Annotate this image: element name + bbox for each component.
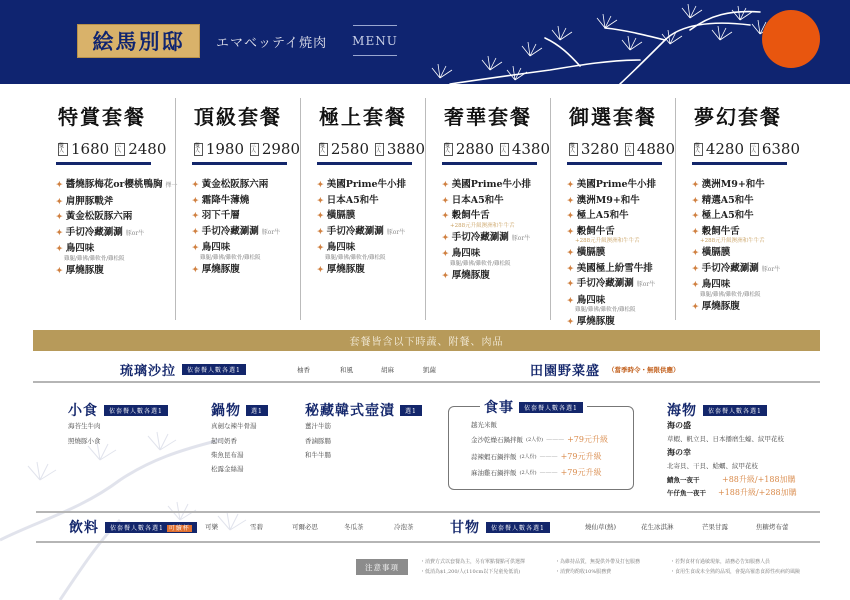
set-item bbox=[692, 245, 800, 261]
set-item-name: 美國Prime牛小排 bbox=[576, 179, 657, 190]
salad-badge: 依套餐人數各選1 bbox=[182, 364, 246, 375]
set-items bbox=[690, 177, 800, 314]
salad-option: 柚香 bbox=[297, 366, 310, 374]
two-person-price: 2880 bbox=[455, 140, 494, 158]
salad-option: 凱薩 bbox=[423, 366, 436, 374]
seafood-extra-price: +88升級/+188加購 bbox=[722, 475, 796, 484]
bullet-icon: ✦ bbox=[192, 242, 199, 252]
salad-header bbox=[120, 360, 246, 379]
dash-line: ——— bbox=[539, 469, 558, 476]
set-item bbox=[317, 262, 425, 278]
bullet-icon: ✦ bbox=[567, 262, 574, 273]
set-title: 奢華套餐 bbox=[444, 104, 532, 129]
restaurant-subtitle: エマベッテイ焼肉 bbox=[216, 36, 328, 51]
pickled-item: 薑汁牛筋 bbox=[305, 422, 331, 430]
bullet-icon: ✦ bbox=[317, 194, 324, 205]
set-item-name: 厚燒豚腹 bbox=[65, 264, 104, 276]
set-item-name: 穀飼牛舌 bbox=[576, 225, 615, 237]
three-person-price: 6380 bbox=[761, 140, 800, 158]
bullet-icon: ✦ bbox=[442, 179, 449, 189]
set-item-note: 豚or牛 bbox=[511, 234, 531, 242]
set-item bbox=[56, 209, 175, 225]
set-item bbox=[567, 314, 675, 330]
bullet-icon: ✦ bbox=[442, 231, 449, 242]
bullet-icon: ✦ bbox=[692, 179, 699, 189]
set-item-name: 穀飼牛舌 bbox=[451, 210, 490, 221]
set-item-name: 美國Prime牛小排 bbox=[326, 179, 407, 190]
set-item bbox=[192, 224, 300, 241]
set-item-note: 豚or牛 bbox=[386, 228, 406, 236]
set-menu-column bbox=[675, 98, 800, 320]
snack-item: 照燒豚小食 bbox=[68, 437, 101, 445]
two-person-tag: 雙人 bbox=[569, 143, 578, 156]
desserts-header bbox=[450, 517, 550, 537]
set-item-name: 霜降牛薄燒 bbox=[201, 194, 250, 206]
set-items bbox=[565, 177, 675, 330]
seafood-sub2-title: 海の幸 bbox=[667, 447, 691, 457]
two-person-tag: 雙人 bbox=[319, 143, 328, 156]
bullet-icon: ✦ bbox=[567, 210, 574, 220]
seafood-extra-price: +188升級/+288加購 bbox=[718, 488, 797, 497]
set-item bbox=[692, 261, 800, 278]
dessert-item: 花生冰淇淋 bbox=[641, 523, 674, 531]
pickled-item: 和牛牛腸 bbox=[305, 451, 331, 459]
two-person-price: 1680 bbox=[71, 140, 110, 158]
set-items bbox=[190, 177, 300, 277]
set-menu-column bbox=[175, 98, 300, 320]
notice-col-2 bbox=[555, 557, 640, 577]
bullet-icon: ✦ bbox=[567, 194, 574, 205]
set-item bbox=[442, 230, 550, 247]
set-item bbox=[692, 177, 800, 193]
salad-title: 琉璃沙拉 bbox=[120, 364, 177, 379]
meal-item-size: (2人份) bbox=[519, 454, 537, 460]
meal-item-size: (2人份) bbox=[526, 437, 544, 443]
set-item-name: 厚燒豚腹 bbox=[576, 316, 615, 327]
drink-item: 冬瓜茶 bbox=[344, 523, 364, 531]
set-item bbox=[317, 208, 425, 224]
set-prices bbox=[440, 140, 550, 158]
bullet-icon: ✦ bbox=[692, 247, 699, 257]
set-item bbox=[567, 193, 675, 209]
drink-item: 雪碧 bbox=[250, 523, 263, 531]
pot-title: 鍋物 bbox=[211, 403, 241, 419]
drink-item: 冷泡茶 bbox=[394, 523, 414, 531]
set-item-name: 鳥四味 bbox=[326, 242, 356, 253]
seafood-extra-name: 鯖魚一夜干 bbox=[667, 476, 700, 484]
three-person-tag: 三人 bbox=[375, 143, 384, 156]
set-item-upgrade: +288元升級澳洲和牛牛舌 bbox=[450, 222, 515, 229]
notice-line: ・消費均酌收10%服務費 bbox=[555, 569, 612, 575]
notice-line: ・消費方式以套餐為主，另有單點餐點可供選擇 bbox=[420, 559, 526, 565]
three-person-tag: 三人 bbox=[500, 143, 509, 156]
set-item-name: 極上A5和牛 bbox=[701, 210, 754, 221]
notice-col-3 bbox=[670, 557, 800, 577]
set-title: 頂級套餐 bbox=[194, 104, 282, 129]
meal-item-name: 麻油雞石鍋拌飯 bbox=[471, 469, 517, 477]
three-person-price: 4380 bbox=[511, 140, 550, 158]
set-item-sub: 雞腿/雞佛/雞軟骨/雞松阪 bbox=[325, 254, 386, 261]
menu-label: MENU bbox=[353, 25, 397, 56]
snacks-header bbox=[68, 400, 168, 420]
set-item bbox=[56, 225, 175, 242]
set-item bbox=[442, 193, 550, 209]
two-person-tag: 雙人 bbox=[444, 143, 453, 156]
veg-title: 田園野菜盛 bbox=[530, 364, 601, 379]
set-menu-column bbox=[50, 98, 178, 320]
set-item-name: 厚燒豚腹 bbox=[326, 263, 365, 275]
set-item-sub: 雞腿/雞佛/雞軟骨/雞松阪 bbox=[450, 260, 511, 267]
dash-line: ——— bbox=[539, 453, 558, 460]
set-item bbox=[442, 268, 550, 284]
snacks-title: 小食 bbox=[68, 403, 98, 419]
set-prices bbox=[690, 140, 800, 158]
desserts-badge: 依套餐人數各選1 bbox=[486, 522, 550, 533]
set-item-name: 鳥四味 bbox=[201, 242, 231, 253]
set-item-name: 厚燒豚腹 bbox=[701, 300, 740, 312]
three-person-tag: 三人 bbox=[250, 143, 259, 156]
veg-note: （當季時令・無限供應） bbox=[608, 366, 680, 374]
bullet-icon: ✦ bbox=[442, 269, 449, 280]
set-item-name: 鳥四味 bbox=[451, 248, 481, 259]
set-item-name: 澳洲M9+和牛 bbox=[701, 179, 765, 190]
snack-item: 海苔生牛肉 bbox=[68, 422, 101, 430]
set-prices bbox=[54, 140, 175, 158]
set-items bbox=[440, 177, 550, 283]
set-item-name: 橫膈膜 bbox=[576, 247, 606, 258]
set-item-name: 羽下千層 bbox=[201, 210, 240, 221]
pickled-title: 秘藏韓式壺漬 bbox=[305, 403, 395, 419]
title-underline bbox=[56, 162, 151, 165]
title-underline bbox=[692, 162, 787, 165]
pot-item: 真劍な辣牛骨湯 bbox=[211, 422, 257, 430]
meal-item bbox=[471, 434, 608, 445]
snacks-badge: 依套餐人數各選1 bbox=[104, 405, 168, 416]
meal-item-upgrade: +79元升級 bbox=[560, 468, 602, 477]
set-title: 夢幻套餐 bbox=[694, 104, 782, 129]
set-item-name: 日本A5和牛 bbox=[326, 194, 379, 206]
set-item bbox=[567, 177, 675, 193]
set-item-name: 手切冷藏涮涮 bbox=[201, 225, 259, 237]
bullet-icon: ✦ bbox=[192, 210, 199, 220]
bullet-icon: ✦ bbox=[567, 316, 574, 326]
notice-line: ・若對食材有過敏現象，請務必告知服務人員 bbox=[670, 559, 771, 565]
set-item-name: 厚燒豚腹 bbox=[451, 269, 490, 281]
three-person-price: 2980 bbox=[261, 140, 300, 158]
set-item bbox=[567, 245, 675, 261]
set-item-name: 手切冷藏涮涮 bbox=[326, 225, 384, 237]
title-underline bbox=[442, 162, 537, 165]
set-item-name: 美國極上紛雪牛排 bbox=[576, 262, 653, 274]
set-title: 極上套餐 bbox=[319, 104, 407, 129]
bullet-icon: ✦ bbox=[317, 242, 324, 252]
bullet-icon: ✦ bbox=[56, 211, 63, 221]
dash-line: ——— bbox=[546, 436, 565, 443]
set-item-name: 美國Prime牛小排 bbox=[451, 179, 532, 190]
set-item-name: 澳洲M9+和牛 bbox=[576, 194, 640, 206]
meal-badge: 依套餐人數各選1 bbox=[519, 402, 583, 413]
set-item-name: 厚燒豚腹 bbox=[201, 263, 240, 275]
three-person-price: 2480 bbox=[128, 140, 167, 158]
refill-tag: 可續杯 bbox=[168, 524, 190, 532]
bullet-icon: ✦ bbox=[442, 248, 449, 258]
bullet-icon: ✦ bbox=[56, 179, 63, 189]
three-person-price: 4880 bbox=[636, 140, 675, 158]
set-item-name: 鳥四味 bbox=[701, 279, 731, 290]
set-item-sub: 雞腿/雞佛/雞軟骨/雞松阪 bbox=[64, 255, 125, 262]
title-underline bbox=[567, 162, 662, 165]
header-banner bbox=[0, 0, 850, 84]
set-menu-column bbox=[550, 98, 675, 327]
dessert-item: 燒仙草(熱) bbox=[585, 523, 617, 531]
bullet-icon: ✦ bbox=[56, 195, 63, 206]
bullet-icon: ✦ bbox=[442, 210, 449, 220]
set-items bbox=[54, 177, 178, 278]
drinks-header bbox=[69, 517, 197, 537]
pot-badge: 選1 bbox=[246, 405, 268, 416]
seafood-sub1-items: 草蝦、帆立貝、日本播磨生蠔、紋甲花枝 bbox=[667, 435, 784, 443]
bullet-icon: ✦ bbox=[692, 262, 699, 273]
set-item-name: 鳥四味 bbox=[576, 294, 606, 306]
meal-item-name: 蒜辣蝦石鍋拌飯 bbox=[471, 453, 517, 461]
set-item-sub: 雞腿/雞佛/雞軟骨/雞松阪 bbox=[200, 254, 261, 261]
bullet-icon: ✦ bbox=[692, 210, 699, 220]
two-person-tag: 雙人 bbox=[694, 143, 703, 156]
notice-line: ・低消為$1,200/人(110cm以下兒童免低消) bbox=[420, 569, 521, 575]
meal-header bbox=[480, 397, 587, 417]
divider bbox=[36, 511, 820, 513]
salad-option: 和風 bbox=[340, 366, 353, 374]
salad-option: 胡麻 bbox=[381, 366, 394, 374]
pot-header bbox=[211, 400, 268, 420]
three-person-tag: 三人 bbox=[750, 143, 759, 156]
bullet-icon: ✦ bbox=[317, 263, 324, 274]
two-person-price: 3280 bbox=[580, 140, 619, 158]
title-underline bbox=[317, 162, 412, 165]
two-person-price: 1980 bbox=[205, 140, 244, 158]
set-item-sub: 雞腿/雞佛/雞軟骨/雞松阪 bbox=[575, 307, 636, 313]
bullet-icon: ✦ bbox=[192, 179, 199, 189]
set-menu-grid bbox=[50, 98, 800, 327]
restaurant-logo: 絵馬別邸 bbox=[77, 24, 200, 58]
two-person-price: 4280 bbox=[705, 140, 744, 158]
dessert-item: 芒果甘露 bbox=[702, 523, 728, 531]
pickled-item: 香滷豚腸 bbox=[305, 437, 331, 445]
meal-item-size: (2人份) bbox=[519, 470, 537, 476]
sun-decoration bbox=[762, 10, 820, 68]
drink-item: 可爾必思 bbox=[292, 523, 318, 531]
set-item bbox=[692, 299, 800, 315]
set-item-upgrade: +288元升級澳洲和牛牛舌 bbox=[700, 238, 765, 244]
seafood-extra-name: 午仔魚一夜干 bbox=[667, 489, 706, 497]
pickled-header bbox=[305, 400, 422, 420]
set-item-name: 醬燒豚梅花or櫻桃鴨胸 bbox=[65, 179, 163, 190]
seafood-title: 海物 bbox=[667, 403, 697, 419]
set-item-name: 橫膈膜 bbox=[701, 247, 731, 258]
bullet-icon: ✦ bbox=[56, 243, 63, 253]
bullet-icon: ✦ bbox=[567, 294, 574, 305]
two-person-tag: 雙人 bbox=[194, 143, 203, 156]
set-item-name: 穀飼牛舌 bbox=[701, 225, 740, 237]
desserts-title: 甘物 bbox=[450, 520, 480, 536]
two-person-price: 2580 bbox=[330, 140, 369, 158]
set-item bbox=[317, 177, 425, 193]
bullet-icon: ✦ bbox=[56, 264, 63, 275]
bullet-icon: ✦ bbox=[192, 225, 199, 236]
set-item bbox=[56, 177, 178, 194]
set-item-note: 豚or牛 bbox=[761, 265, 781, 273]
set-item-name: 精選A5和牛 bbox=[701, 194, 754, 206]
bullet-icon: ✦ bbox=[317, 210, 324, 220]
two-person-tag: 雙人 bbox=[58, 143, 68, 156]
bullet-icon: ✦ bbox=[317, 179, 324, 189]
set-item bbox=[567, 276, 675, 293]
divider bbox=[36, 541, 820, 543]
title-underline bbox=[192, 162, 287, 165]
set-prices bbox=[315, 140, 425, 158]
meal-item-upgrade: +79元升級 bbox=[560, 452, 602, 461]
bullet-icon: ✦ bbox=[692, 279, 699, 289]
pot-item: 松露金絲湯 bbox=[211, 465, 244, 473]
set-item bbox=[192, 208, 300, 224]
seafood-badge: 依套餐人數各選1 bbox=[703, 405, 767, 416]
meal-title: 食事 bbox=[484, 400, 514, 416]
set-item bbox=[317, 224, 425, 241]
drink-item: 可樂 bbox=[205, 523, 218, 531]
set-menu-column bbox=[425, 98, 550, 320]
set-title: 御選套餐 bbox=[569, 104, 657, 129]
set-item-name: 肩胛豚戰斧 bbox=[65, 195, 114, 207]
set-item-sub: 雞腿/雞佛/雞軟骨/雞松阪 bbox=[700, 291, 761, 298]
set-item-note: 豚or牛 bbox=[636, 281, 656, 288]
set-item-name: 手切冷藏涮涮 bbox=[451, 231, 509, 243]
set-item-note: 豚or牛 bbox=[125, 229, 145, 237]
bullet-icon: ✦ bbox=[567, 278, 574, 288]
set-items bbox=[315, 177, 425, 277]
pine-tree-watermark bbox=[0, 420, 280, 600]
set-item-name: 黃金松阪豚六兩 bbox=[201, 179, 269, 190]
drinks-title: 飲料 bbox=[69, 520, 99, 536]
bullet-icon: ✦ bbox=[692, 300, 699, 311]
set-item-name: 手切冷藏涮涮 bbox=[701, 262, 759, 274]
bullet-icon: ✦ bbox=[192, 263, 199, 274]
set-item bbox=[692, 208, 800, 224]
set-item-note: 擇一 bbox=[165, 182, 178, 189]
included-bar: 套餐皆含以下時蔬、附餐、肉品 bbox=[33, 330, 820, 351]
meal-item bbox=[471, 451, 601, 462]
set-item bbox=[192, 193, 300, 209]
notice-label: 注意事項 bbox=[356, 559, 408, 575]
set-item bbox=[567, 261, 675, 277]
set-prices bbox=[190, 140, 300, 158]
bullet-icon: ✦ bbox=[56, 226, 63, 237]
three-person-tag: 三人 bbox=[115, 143, 125, 156]
set-item-name: 鳥四味 bbox=[65, 243, 95, 254]
set-item bbox=[56, 263, 175, 279]
pot-item: 柴魚昆布湯 bbox=[211, 451, 244, 459]
set-item-name: 極上A5和牛 bbox=[576, 210, 629, 221]
seafood-sub1-title: 海の盛 bbox=[667, 420, 691, 430]
meal-item-upgrade: +79元升級 bbox=[567, 435, 608, 444]
set-item bbox=[317, 193, 425, 209]
bullet-icon: ✦ bbox=[567, 179, 574, 189]
meal-item: 越光米飯 bbox=[471, 421, 497, 429]
bullet-icon: ✦ bbox=[442, 194, 449, 205]
pickled-badge: 選1 bbox=[400, 405, 422, 416]
set-item-name: 手切冷藏涮涮 bbox=[576, 278, 634, 289]
set-prices bbox=[565, 140, 675, 158]
bullet-icon: ✦ bbox=[317, 225, 324, 236]
set-item-name: 橫膈膜 bbox=[326, 210, 356, 221]
bullet-icon: ✦ bbox=[692, 194, 699, 205]
set-item-note: 豚or牛 bbox=[261, 228, 281, 236]
set-item-name: 手切冷藏涮涮 bbox=[65, 226, 123, 238]
set-item-name: 日本A5和牛 bbox=[451, 194, 504, 206]
set-item bbox=[692, 193, 800, 209]
seafood-header bbox=[667, 400, 767, 420]
bullet-icon: ✦ bbox=[692, 225, 699, 236]
bullet-icon: ✦ bbox=[567, 225, 574, 236]
set-item bbox=[442, 177, 550, 193]
set-item bbox=[567, 208, 675, 224]
set-item-name: 黃金松阪豚六兩 bbox=[65, 211, 133, 222]
seafood-sub2-items: 北寄貝、干貝、蛤蠣、紋甲花枝 bbox=[667, 462, 758, 470]
set-title: 特賞套餐 bbox=[58, 104, 146, 129]
bullet-icon: ✦ bbox=[567, 247, 574, 257]
set-item bbox=[192, 177, 300, 193]
dessert-item: 焦糖烤布蕾 bbox=[756, 523, 789, 531]
three-person-price: 3880 bbox=[386, 140, 425, 158]
set-item bbox=[192, 262, 300, 278]
veg-header bbox=[530, 360, 680, 379]
pot-item: 起司奶香 bbox=[211, 437, 237, 445]
set-menu-column bbox=[300, 98, 425, 320]
notice-col-1 bbox=[420, 557, 525, 577]
set-item bbox=[56, 194, 175, 210]
bullet-icon: ✦ bbox=[192, 194, 199, 205]
set-item-upgrade: +288元升級澳洲和牛牛舌 bbox=[575, 238, 640, 244]
three-person-tag: 三人 bbox=[625, 143, 634, 156]
drinks-badge: 依套餐人數各選1 可續杯 bbox=[105, 522, 197, 533]
notice-line: ・為維持品質，無提供外帶及打包服務 bbox=[555, 559, 641, 565]
meal-item-name: 金沙乾燥石鍋拌飯 bbox=[471, 436, 523, 444]
notice-line: ・食用生食或未全熟的品項，會提高罹患食源性疾病的風險 bbox=[670, 569, 801, 575]
meal-item bbox=[471, 467, 601, 478]
